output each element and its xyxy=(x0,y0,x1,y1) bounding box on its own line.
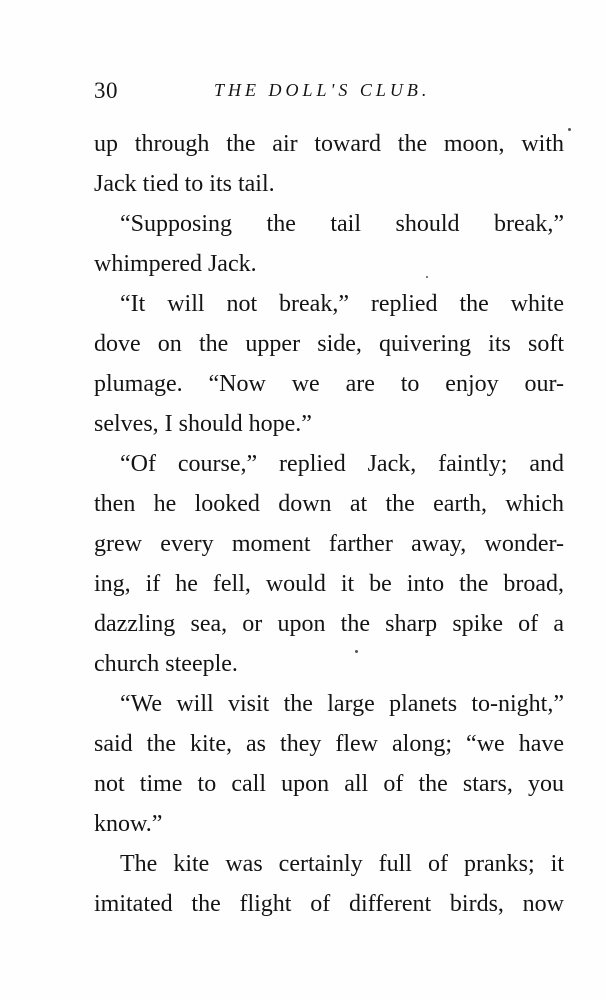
page-header xyxy=(94,78,564,108)
paragraph xyxy=(94,444,564,684)
text-line: up through the air toward the moon, with xyxy=(94,131,564,157)
text-line: “Of course,” replied Jack, faintly; and xyxy=(120,451,564,477)
text-line: grew every moment farther away, wonder- xyxy=(94,531,564,557)
body-text xyxy=(94,124,564,924)
text-line: selves, I should hope.” xyxy=(94,411,312,437)
print-speck xyxy=(568,128,571,131)
text-line: church steeple. xyxy=(94,651,238,677)
paragraph xyxy=(94,204,564,284)
paragraph xyxy=(94,684,564,844)
paragraph xyxy=(94,124,564,204)
paragraph xyxy=(94,284,564,444)
text-line: “We will visit the large planets to-night,” xyxy=(120,691,564,717)
text-line: whimpered Jack. xyxy=(94,251,257,277)
page-number: 30 xyxy=(94,78,118,103)
text-line: dove on the upper side, quivering its soft xyxy=(94,331,564,357)
text-line: imitated the flight of different birds, now xyxy=(94,891,564,917)
print-speck xyxy=(426,276,428,278)
text-line: said the kite, as they flew along; “we have xyxy=(94,731,564,757)
text-line: know.” xyxy=(94,811,163,837)
text-line: dazzling sea, or upon the sharp spike of a xyxy=(94,611,564,637)
text-line: then he looked down at the earth, which xyxy=(94,491,564,517)
paragraph xyxy=(94,844,564,924)
print-speck xyxy=(355,650,358,653)
running-head: THE DOLL'S CLUB. xyxy=(214,80,431,100)
text-line: plumage. “Now we are to enjoy our- xyxy=(94,371,564,397)
text-line: “Supposing the tail should break,” xyxy=(120,211,564,237)
text-line: not time to call upon all of the stars, you xyxy=(94,771,564,797)
text-line: “It will not break,” replied the white xyxy=(120,291,564,317)
text-line: The kite was certainly full of pranks; it xyxy=(120,851,564,877)
text-line: Jack tied to its tail. xyxy=(94,171,275,197)
text-line: ing, if he fell, would it be into the broad, xyxy=(94,571,564,597)
